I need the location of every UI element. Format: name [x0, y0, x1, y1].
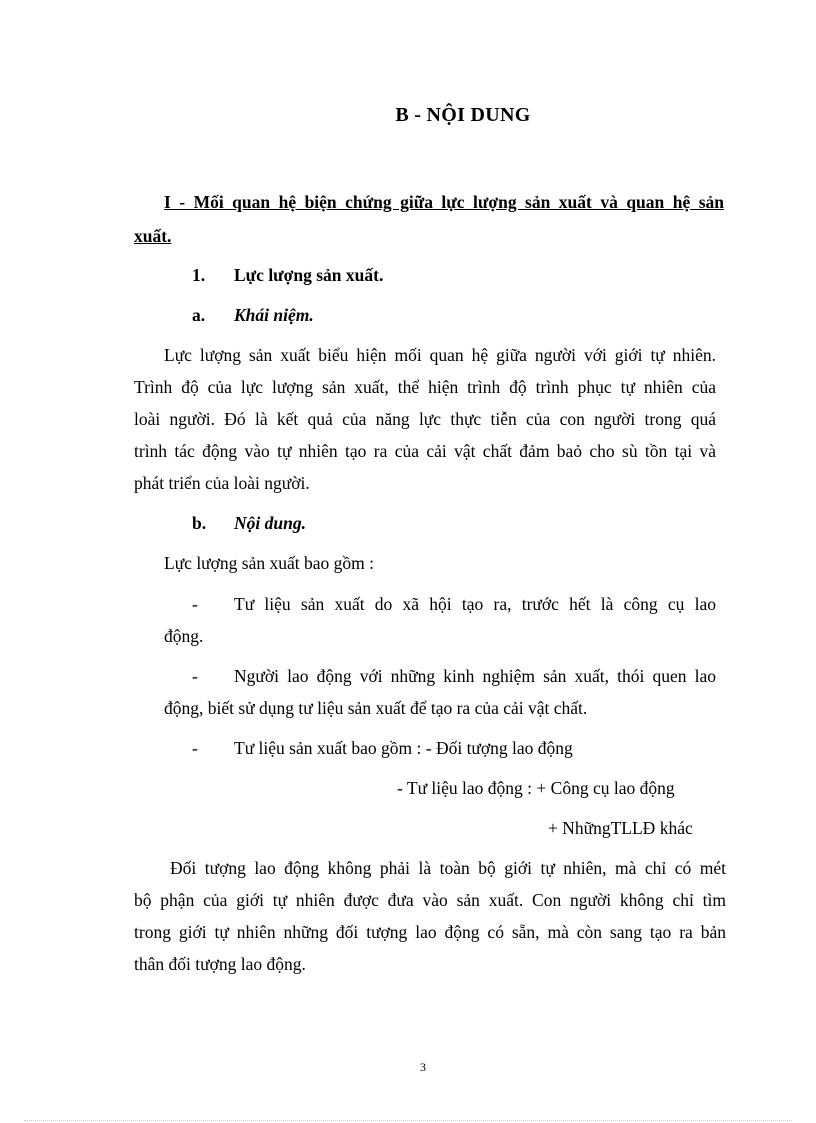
paragraph1-line: loài người. Đó là kết quả của năng lực thực tiễn của con người trong quá — [134, 409, 716, 429]
bullet3-line1: Tư liệu sản xuất bao gồm : - Đối tượng lao động — [234, 738, 573, 758]
paragraph2-line: Đối tượng lao động không phải là toàn bộ giới tự nhiên, mà chỉ có mét — [170, 858, 726, 878]
paragraph1-line: phát triển của loài người. — [134, 473, 310, 493]
section-heading-line2: xuất. — [134, 226, 172, 246]
includes-line: Lực lượng sản xuất bao gồm : — [164, 553, 374, 573]
bullet-dash: - — [192, 666, 198, 686]
paragraph1-line: Lực lượng sản xuất biểu hiện mối quan hệ giữa người với giới tự nhiên. — [164, 345, 716, 365]
bullet1-line2: động. — [164, 626, 204, 646]
item-a-letter: a. — [192, 305, 206, 325]
bullet2-line2: động, biết sử dụng tư liệu sản xuất để tạo ra của cải vật chất. — [164, 698, 588, 718]
paragraph2-line: thân đối tượng lao động. — [134, 954, 306, 974]
bullet3-line3: + NhữngTLLĐ khác — [548, 818, 693, 838]
item-b-title: Nội dung. — [234, 513, 306, 533]
section-title: B - NỘI DUNG — [395, 104, 531, 126]
page-bottom-divider — [24, 1120, 792, 1121]
section-heading-line1: I - Mối quan hệ biện chứng giữa lực lượng sản xuất và quan hệ sản — [164, 192, 724, 212]
bullet2-line1: Người lao động với những kinh nghiệm sản xuất, thói quen lao — [234, 666, 716, 686]
paragraph1-line: Trình độ của lực lượng sản xuất, thể hiện trình độ trình phục tự nhiên của — [134, 377, 716, 397]
page-number: 3 — [420, 1060, 426, 1074]
item-a-title: Khái niệm. — [234, 305, 314, 325]
subsection-number: 1. — [192, 265, 206, 285]
bullet1-line1: Tư liệu sản xuất do xã hội tạo ra, trước hết là công cụ lao — [234, 594, 716, 614]
paragraph2-line: trong giới tự nhiên những đối tượng lao động có sẵn, mà còn sang tạo ra bản — [134, 922, 726, 942]
item-b-letter: b. — [192, 513, 207, 533]
bullet-dash: - — [192, 594, 198, 614]
paragraph2-line: bộ phận của giới tự nhiên được đưa vào sản xuất. Con người không chỉ tìm — [134, 890, 726, 910]
bullet-dash: - — [192, 738, 198, 758]
paragraph1-line: trình tác động vào tự nhiên tạo ra của cải vật chất đảm baỏ cho sù tồn tại và — [134, 441, 716, 461]
bullet3-line2: - Tư liệu lao động : + Công cụ lao động — [397, 778, 675, 798]
subsection-title: Lực lượng sản xuất. — [234, 265, 384, 285]
